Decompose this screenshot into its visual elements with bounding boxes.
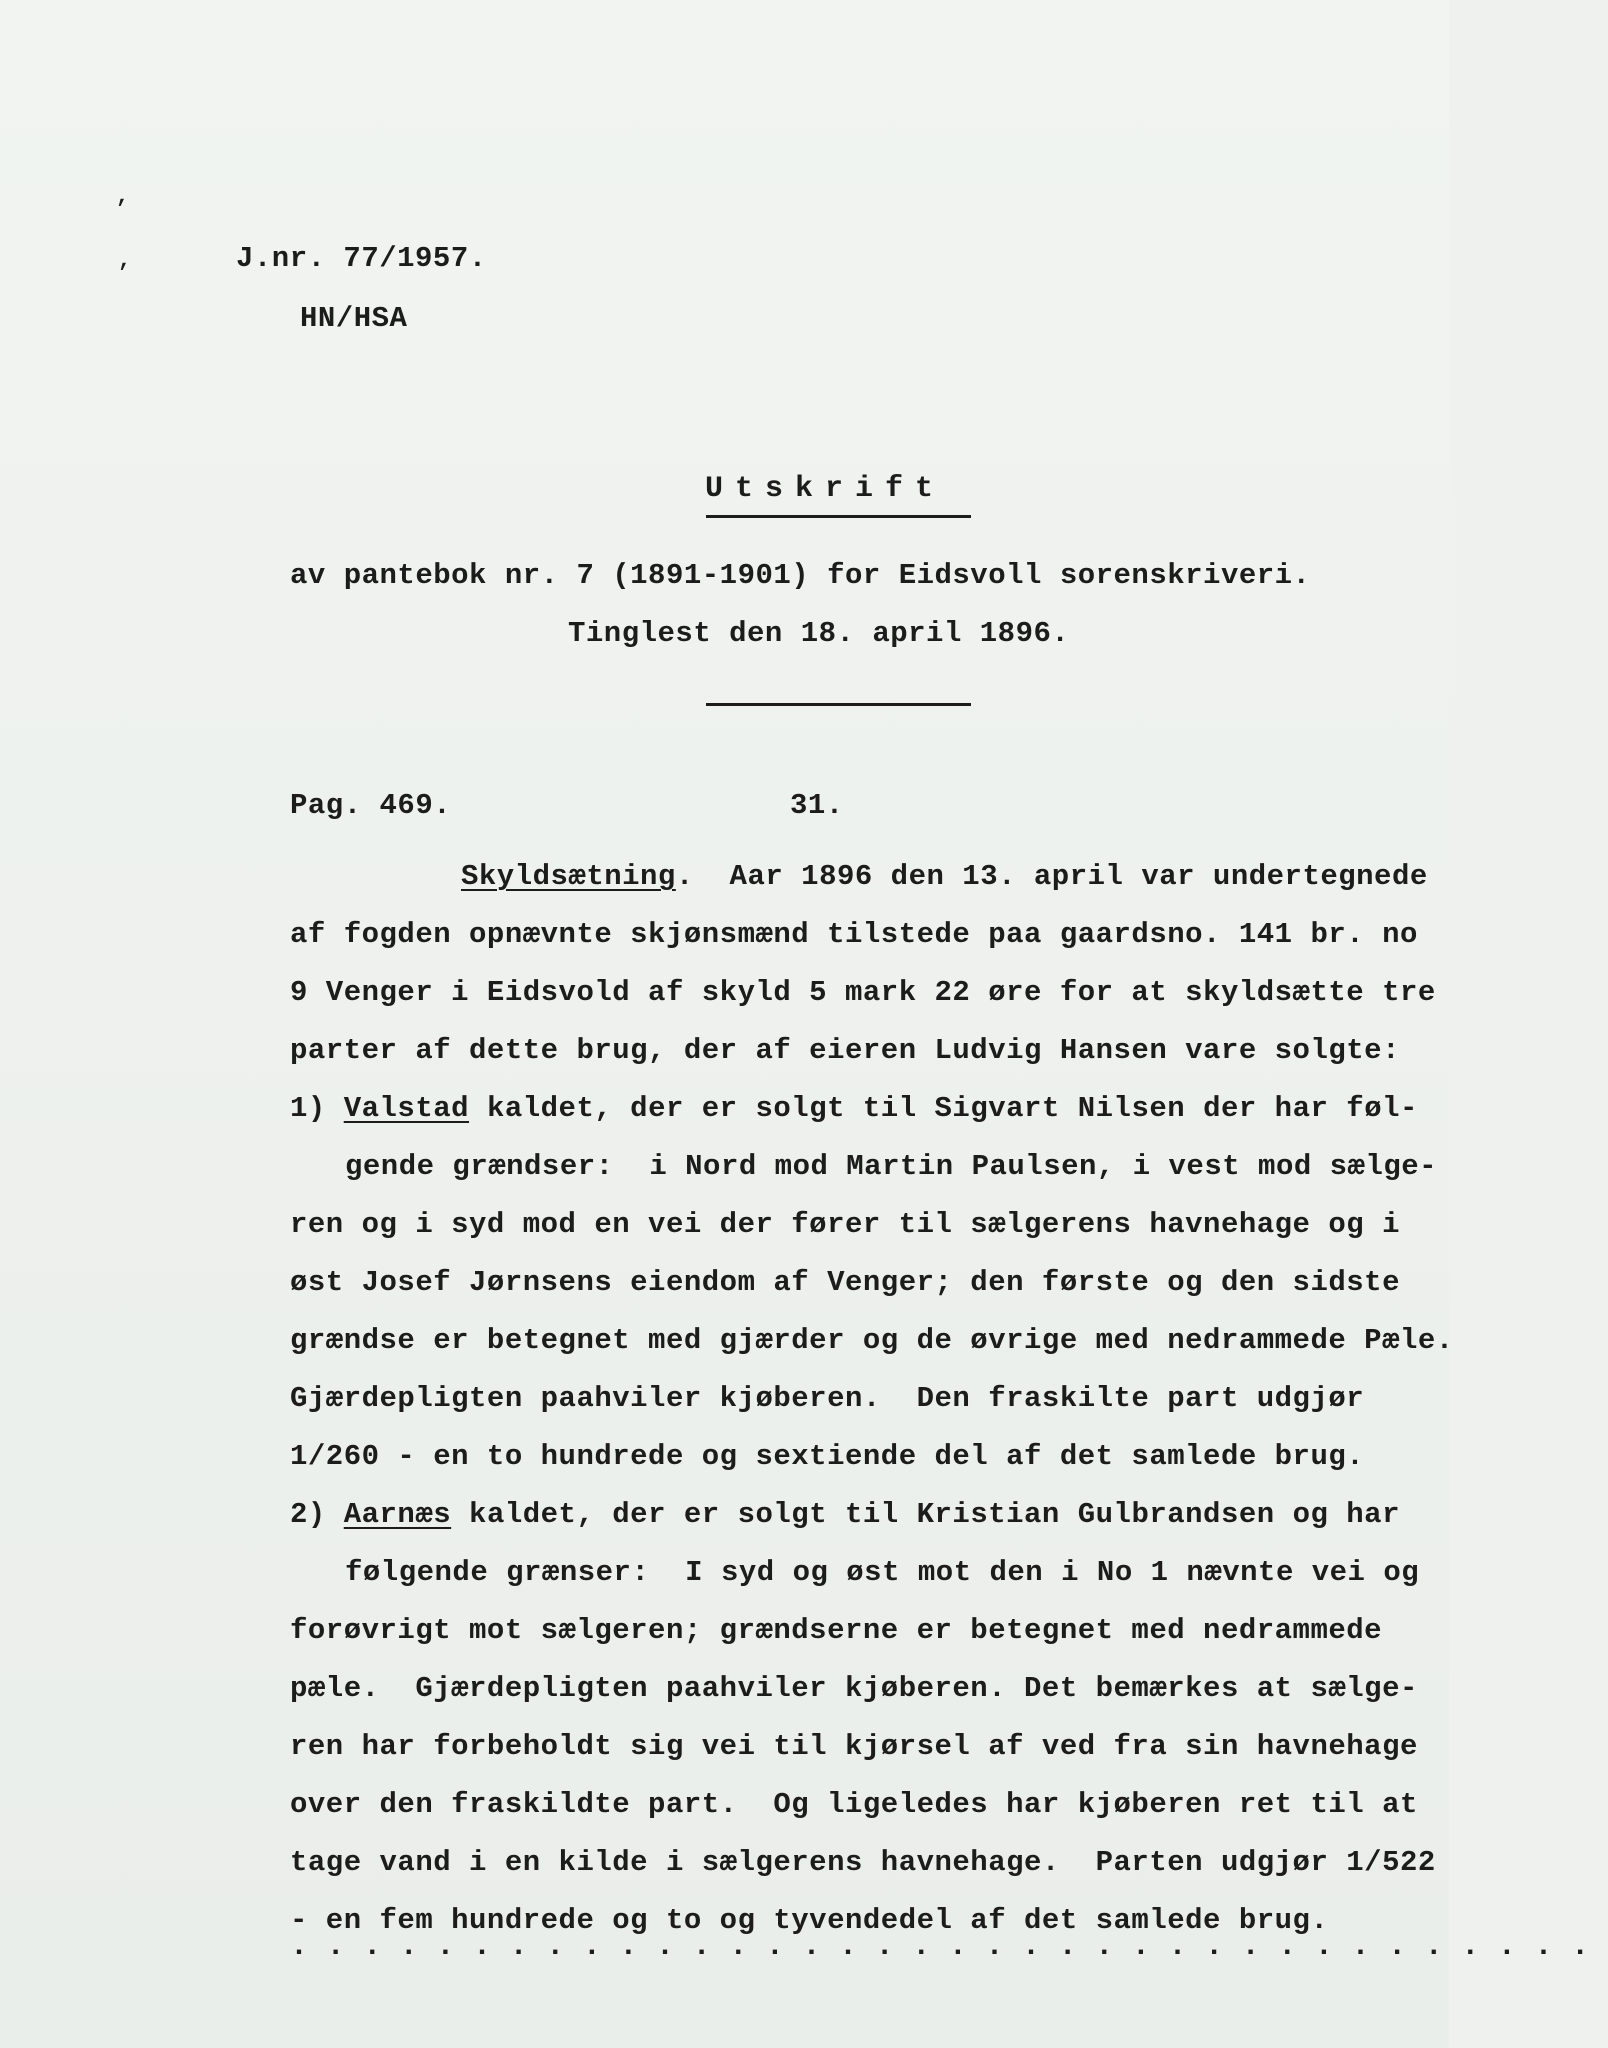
body-line: ren har forbeholdt sig vei til kjørsel af ved fra sin havnehage bbox=[290, 1730, 1418, 1763]
body-line: 1/260 - en to hundrede og sextiende del af det samlede brug. bbox=[290, 1440, 1365, 1473]
body-line: forøvrigt mot sælgeren; grændserne er betegnet med nedrammede bbox=[290, 1614, 1383, 1647]
heading-skyldsaetning: Skyldsætning bbox=[461, 860, 676, 893]
body-line: af fogden opnævnte skjønsmænd tilstede paa gaardsno. 141 br. no bbox=[290, 918, 1418, 951]
body-line: 9 Venger i Eidsvold af skyld 5 mark 22 øre for at skyldsætte tre bbox=[290, 976, 1436, 1009]
section-divider bbox=[706, 703, 971, 706]
body-line: 1) Valstad kaldet, der er solgt til Sigvart Nilsen der har føl- bbox=[290, 1092, 1418, 1125]
body-line: ren og i syd mod en vei der fører til sælgerens havnehage og i bbox=[290, 1208, 1400, 1241]
body-line: 2) Aarnæs kaldet, der er solgt til Kristian Gulbrandsen og har bbox=[290, 1498, 1400, 1531]
body-line: øst Josef Jørnsens eiendom af Venger; den første og den sidste bbox=[290, 1266, 1400, 1299]
body-line: gende grændser: i Nord mod Martin Paulsen, i vest mod sælge- bbox=[345, 1150, 1438, 1183]
body-line: tage vand i en kilde i sælgerens havnehage. Parten udgjør 1/522 bbox=[290, 1846, 1436, 1879]
entry-number: 31. bbox=[790, 789, 844, 822]
body-line: følgende grænser: I syd og øst mot den i No 1 nævnte vei og bbox=[345, 1556, 1420, 1589]
initials: HN/HSA bbox=[300, 302, 408, 335]
page-reference: Pag. 469. bbox=[290, 789, 452, 822]
title-underline bbox=[706, 515, 971, 518]
body-line: Gjærdepligten paahviler kjøberen. Den fraskilte part udgjør bbox=[290, 1382, 1365, 1415]
journal-number: J.nr. 77/1957. bbox=[236, 242, 487, 275]
margin-mark: , bbox=[116, 184, 130, 209]
body-line: over den fraskildte part. Og ligeledes har kjøberen ret til at bbox=[290, 1788, 1418, 1821]
body-line: parter af dette brug, der af eieren Ludvig Hansen vare solgte: bbox=[290, 1034, 1400, 1067]
body-line: grændse er betegnet med gjærder og de øvrige med nedrammede Pæle. bbox=[290, 1324, 1454, 1357]
body-line: pæle. Gjærdepligten paahviler kjøberen. Det bemærkes at sælge- bbox=[290, 1672, 1418, 1705]
dotted-separator: .................................... bbox=[290, 1930, 1608, 1964]
subtitle-line-2: Tinglest den 18. april 1896. bbox=[568, 617, 1070, 650]
body-line: - en fem hundrede og to og tyvendedel af det samlede brug. bbox=[290, 1904, 1329, 1937]
document-title: Utskrift bbox=[705, 472, 946, 506]
parcel-name-aarnaes: Aarnæs bbox=[343, 1498, 452, 1531]
margin-mark: , bbox=[118, 248, 132, 273]
parcel-name-valstad: Valstad bbox=[343, 1092, 470, 1125]
subtitle-line-1: av pantebok nr. 7 (1891-1901) for Eidsvoll sorenskriveri. bbox=[290, 559, 1311, 592]
body-line: Skyldsætning. Aar 1896 den 13. april var undertegnede bbox=[461, 860, 1428, 893]
